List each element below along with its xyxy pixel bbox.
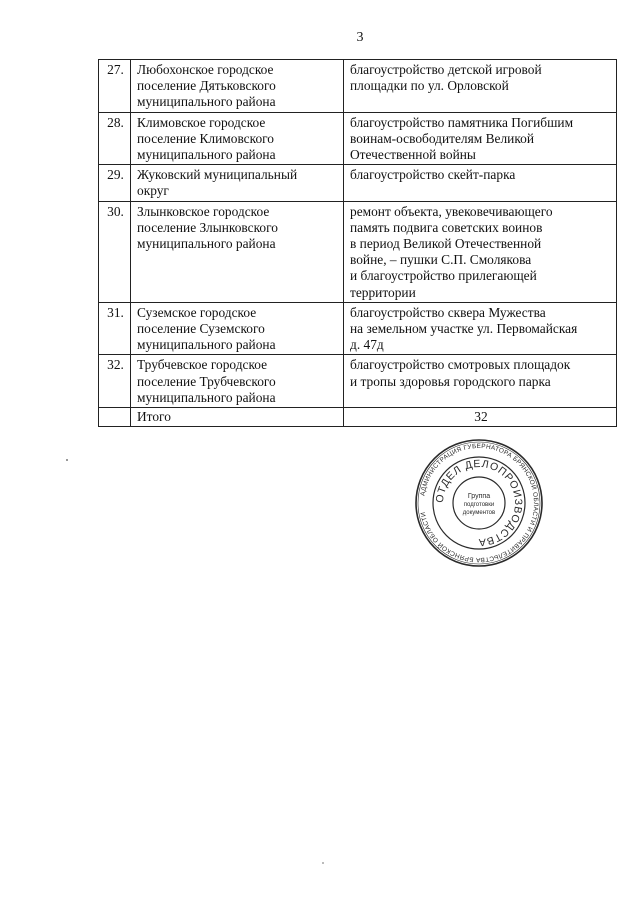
table-row	[99, 165, 617, 201]
project-line: благоустройство памятника Погибшим	[350, 114, 574, 130]
municipality-line: округ	[137, 183, 169, 199]
project-line: территории	[350, 284, 416, 300]
stamp-ring-text: ОТДЕЛ ДЕЛОПРОИЗВОДСТВА	[433, 457, 525, 549]
municipality-line: Суземское городское	[137, 304, 257, 320]
row-number: 29.	[99, 165, 131, 201]
row-number: 32.	[99, 355, 131, 408]
row-number: 27.	[99, 60, 131, 113]
table-row	[99, 60, 617, 113]
municipality-cell	[131, 165, 344, 201]
municipality-line: поселение Трубчевского	[137, 373, 276, 389]
total-label: Итого	[131, 408, 344, 427]
project-line: на земельном участке ул. Первомайская	[350, 321, 578, 337]
municipality-line: поселение Злынковского	[137, 219, 278, 235]
municipality-cell	[131, 355, 344, 408]
stamp-outer-text: АДМИНИСТРАЦИЯ ГУБЕРНАТОРА БРЯНСКОЙ ОБЛАСТИ И ПРАВИТЕЛЬСТВА БРЯНСКОЙ ОБЛАСТИ	[419, 442, 540, 564]
municipality-cell	[131, 201, 344, 302]
table-row	[99, 112, 617, 165]
stamp-center-line-1: Группа	[467, 493, 491, 500]
project-line: благоустройство сквера Мужества	[350, 304, 546, 320]
scan-speck	[322, 862, 324, 864]
project-cell	[344, 60, 617, 113]
municipality-line: Трубчевское городское	[137, 357, 268, 373]
project-cell	[344, 165, 617, 201]
project-cell	[344, 112, 617, 165]
project-line: благоустройство детской игровой	[350, 62, 542, 77]
municipality-cell	[131, 302, 344, 355]
project-line: ремонт объекта, увековечивающего	[350, 203, 553, 219]
row-number: 28.	[99, 112, 131, 165]
municipality-line: поселение Климовского	[137, 130, 275, 146]
municipality-line: поселение Дятьковского	[137, 78, 276, 94]
municipality-line: муниципального района	[137, 337, 276, 353]
table-row	[99, 201, 617, 302]
project-line: благоустройство скейт-парка	[350, 167, 516, 183]
total-num-cell	[99, 408, 131, 427]
page-number: 3	[356, 30, 364, 45]
stamp-center-line-2: подготовки	[463, 502, 495, 508]
scan-speck	[66, 459, 68, 461]
table-row	[99, 355, 617, 408]
project-line: память подвига советских воинов	[350, 219, 543, 235]
project-line: Отечественной войны	[350, 147, 476, 163]
total-row	[99, 408, 617, 427]
municipality-line: муниципального района	[137, 389, 276, 405]
municipality-line: Климовское городское	[137, 114, 266, 130]
municipality-line: Жуковский муниципальный	[137, 167, 298, 183]
project-line: в период Великой Отечественной	[350, 236, 542, 252]
municipality-line: Злынковское городское	[137, 203, 270, 219]
municipality-line: муниципального района	[137, 94, 276, 110]
row-number: 31.	[99, 302, 131, 355]
project-line: и благоустройство прилегающей	[350, 268, 537, 284]
municipality-line: поселение Суземского	[137, 321, 265, 337]
municipality-line: муниципального района	[137, 236, 276, 252]
table-body	[99, 60, 617, 408]
project-cell	[344, 201, 617, 302]
project-line: войне, – пушки С.П. Смолякова	[350, 252, 532, 268]
project-line: благоустройство смотровых площадок	[350, 357, 571, 373]
projects-table	[98, 59, 617, 427]
municipality-line: муниципального района	[137, 147, 276, 163]
project-line: площадки по ул. Орловской	[350, 78, 509, 94]
municipality-cell	[131, 60, 344, 113]
row-number: 30.	[99, 201, 131, 302]
municipality-line: Любохонское городское	[137, 62, 274, 77]
project-cell	[344, 355, 617, 408]
table-row	[99, 302, 617, 355]
project-line: д. 47д	[350, 337, 384, 353]
project-line: воинам-освободителям Великой	[350, 130, 535, 146]
total-value: 32	[344, 408, 617, 427]
project-line: и тропы здоровья городского парка	[350, 373, 551, 389]
official-stamp	[414, 438, 544, 568]
municipality-cell	[131, 112, 344, 165]
stamp-center-line-3: документов	[462, 510, 496, 516]
project-cell	[344, 302, 617, 355]
